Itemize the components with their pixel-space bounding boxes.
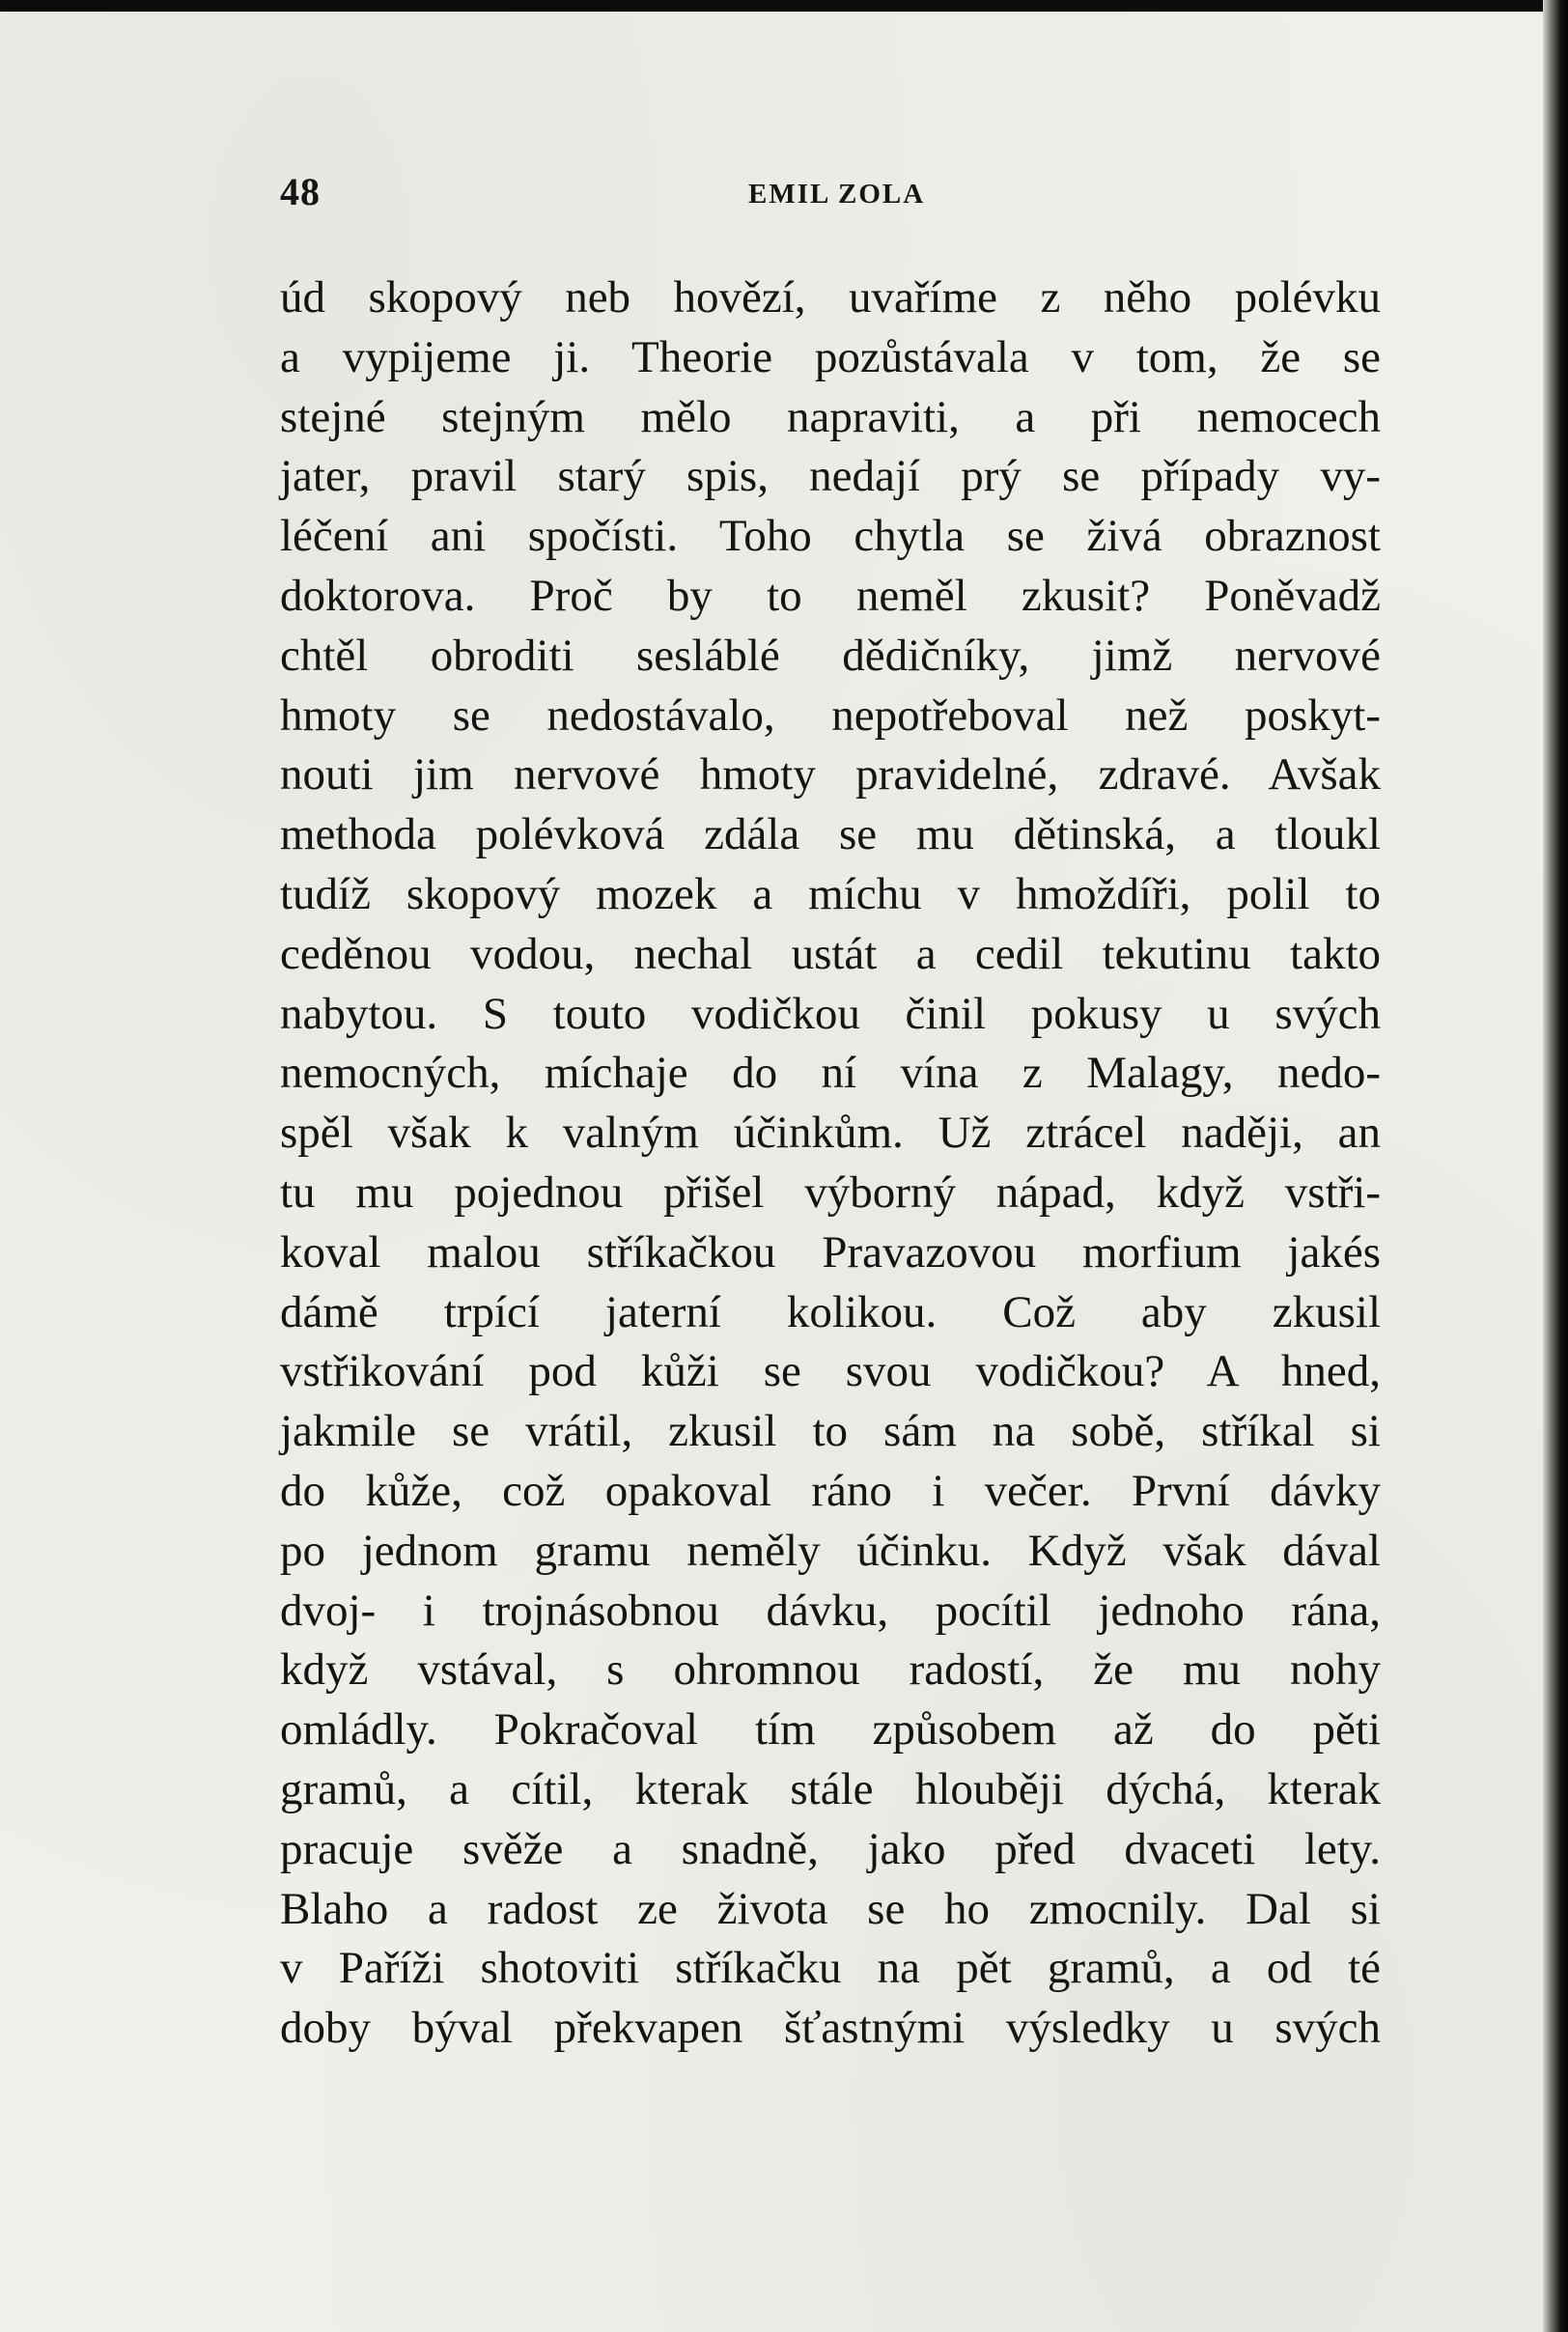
text-line: jakmile se vrátil, zkusil to sám na sobě, stříkal si [280,1406,1381,1457]
text-line: a vypijeme ji. Theorie pozůstávala v tom, že se [280,331,1381,382]
body-text [280,268,1381,2059]
running-head: EMIL ZOLA [748,179,926,210]
text-line: ceděnou vodou, nechal ustát a cedil tekutinu takto [280,928,1381,979]
text-line: stejné stejným mělo napraviti, a při nemocech [280,391,1381,442]
text-line: gramů, a cítil, kterak stále hlouběji dýchá, kterak [280,1763,1381,1814]
text-line: v Paříži shotoviti stříkačku na pět gramů, a od té [280,1943,1381,1994]
text-line: chtěl obroditi sesláblé dědičníky, jimž nervové [280,630,1381,681]
text-line: koval malou stříkačkou Pravazovou morfium jakés [280,1226,1381,1278]
text-line: vstřikování pod kůži se svou vodičkou? A hned, [280,1346,1381,1397]
text-line: tudíž skopový mozek a míchu v hmoždíři, polil to [280,868,1381,919]
text-line: jater, pravil starý spis, nedají prý se případy vy- [280,451,1381,502]
text-line: tu mu pojednou přišel výborný nápad, když vstři- [280,1166,1381,1218]
page-edge-shadow [1543,0,1568,2332]
text-line: doby býval překvapen šťastnými výsledky u svých [280,2003,1381,2054]
text-line: hmoty se nedostávalo, nepotřeboval než poskyt- [280,689,1381,741]
text-line: nouti jim nervové hmoty pravidelné, zdravé. Avšak [280,749,1381,801]
text-line: pracuje svěže a snadně, jako před dvaceti lety. [280,1823,1381,1874]
text-line: omládly. Pokračoval tím způsobem až do pěti [280,1704,1381,1756]
page-number: 48 [280,170,321,213]
text-line: methoda polévková zdála se mu dětinská, a tloukl [280,809,1381,860]
page-header [280,169,1381,227]
text-line: Blaho a radost ze života se ho zmocnily. Dal si [280,1883,1381,1934]
text-line: do kůže, což opakoval ráno i večer. První dávky [280,1465,1381,1516]
text-line: když vstával, s ohromnou radostí, že mu nohy [280,1644,1381,1696]
text-line: doktorova. Proč by to neměl zkusit? Poněvadž [280,570,1381,621]
text-line: dvoj- i trojnásobnou dávku, pocítil jednoho rána, [280,1585,1381,1636]
text-line: úd skopový neb hovězí, uvaříme z něho polévku [280,272,1381,323]
text-line: dámě trpící jaterní kolikou. Což aby zkusil [280,1286,1381,1337]
text-line: nabytou. S touto vodičkou činil pokusy u svých [280,988,1381,1039]
text-line: léčení ani spočísti. Toho chytla se živá obraznost [280,511,1381,562]
text-line: nemocných, míchaje do ní vína z Malagy, nedo- [280,1048,1381,1099]
text-line: po jednom gramu neměly účinku. Když však dával [280,1525,1381,1576]
text-line: spěl však k valným účinkům. Už ztrácel naději, an [280,1108,1381,1159]
